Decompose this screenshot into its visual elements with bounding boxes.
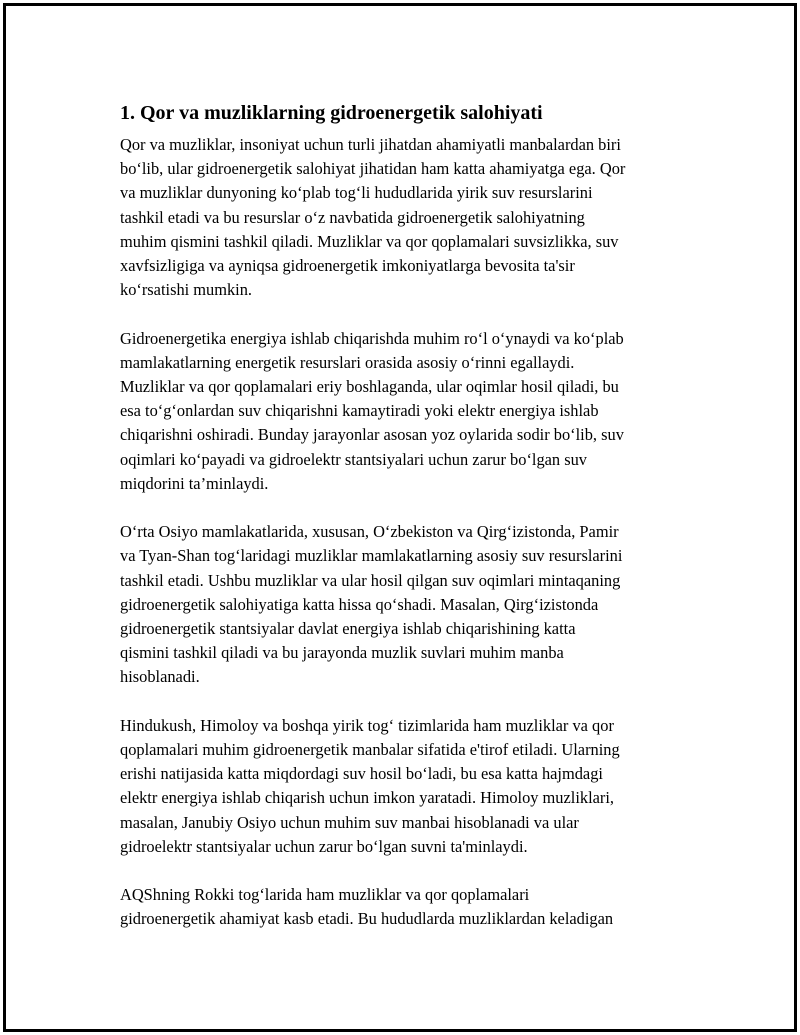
paragraph-line: qismini tashkil qiladi va bu jarayonda muzlik suvlari muhim manba bbox=[120, 643, 564, 663]
paragraph-1 bbox=[120, 133, 692, 302]
paragraph-line: tashkil etadi va bu resurslar o‘z navbatida gidroenergetik salohiyatning bbox=[120, 207, 585, 227]
paragraph-5 bbox=[120, 883, 692, 931]
paragraph-line: ko‘rsatishi mumkin. bbox=[120, 280, 253, 300]
paragraph-line: elektr energiya ishlab chiqarish uchun imkon yaratadi. Himoloy muzliklari, bbox=[120, 788, 615, 808]
paragraph-line: Gidroenergetika energiya ishlab chiqarishda muhim ro‘l o‘ynaydi va ko‘plab bbox=[120, 328, 624, 348]
paragraph-line: gidroenergetik ahamiyat kasb etadi. Bu hududlarda muzliklardan keladigan bbox=[120, 909, 614, 929]
paragraph-line: oqimlari ko‘payadi va gidroelektr stantsiyalari uchun zarur bo‘lgan suv bbox=[120, 449, 587, 469]
paragraph-line: mamlakatlarning energetik resurslari orasida asosiy o‘rinni egallaydi. bbox=[120, 352, 575, 372]
paragraph-line: gidroenergetik salohiyatiga katta hissa qo‘shadi. Masalan, Qirg‘izistonda bbox=[120, 594, 599, 614]
paragraph-line: Muzliklar va qor qoplamalari eriy boshlaganda, ular oqimlar hosil qiladi, bu bbox=[120, 377, 619, 397]
paragraph-line: AQShning Rokki tog‘larida ham muzliklar va qor qoplamalari bbox=[120, 885, 530, 905]
paragraph-line: erishi natijasida katta miqdordagi suv hosil bo‘ladi, bu esa katta hajmdagi bbox=[120, 764, 603, 784]
paragraph-line: hisoblanadi. bbox=[120, 667, 200, 687]
paragraphs-container bbox=[120, 133, 692, 932]
paragraph-line: O‘rta Osiyo mamlakatlarida, xususan, O‘zbekiston va Qirg‘izistonda, Pamir bbox=[120, 522, 619, 542]
paragraph-line: gidroenergetik stantsiyalar davlat energiya ishlab chiqarishining katta bbox=[120, 619, 576, 639]
paragraph-line: bo‘lib, ular gidroenergetik salohiyat jihatidan ham katta ahamiyatga ega. Qor bbox=[120, 159, 626, 179]
paragraph-line: muhim qismini tashkil qiladi. Muzliklar va qor qoplamalari suvsizlikka, suv bbox=[120, 231, 619, 251]
paragraph-line: miqdorini ta’minlaydi. bbox=[120, 473, 269, 493]
paragraph-line: Hindukush, Himoloy va boshqa yirik tog‘ tizimlarida ham muzliklar va qor bbox=[120, 715, 614, 735]
paragraph-4 bbox=[120, 714, 692, 859]
page-frame bbox=[3, 3, 797, 1032]
paragraph-2 bbox=[120, 327, 692, 496]
paragraph-line: gidroelektr stantsiyalar uchun zarur bo‘lgan suvni ta'minlaydi. bbox=[120, 836, 528, 856]
paragraph-line: va muzliklar dunyoning ko‘plab tog‘li hududlarida yirik suv resurslarini bbox=[120, 183, 593, 203]
paragraph-line: Qor va muzliklar, insoniyat uchun turli jihatdan ahamiyatli manbalardan biri bbox=[120, 135, 621, 154]
paragraph-line: chiqarishni oshiradi. Bunday jarayonlar asosan yoz oylarida sodir bo‘lib, suv bbox=[120, 425, 624, 445]
paragraph-line: va Tyan-Shan tog‘laridagi muzliklar mamlakatlarning asosiy suv resurslarini bbox=[120, 546, 623, 566]
paragraph-line: qoplamalari muhim gidroenergetik manbalar sifatida e'tirof etiladi. Ularning bbox=[120, 740, 620, 760]
paragraph-line: xavfsizligiga va ayniqsa gidroenergetik imkoniyatlarga bevosita ta'sir bbox=[120, 256, 575, 276]
paragraph-line: tashkil etadi. Ushbu muzliklar va ular hosil qilgan suv oqimlari mintaqaning bbox=[120, 570, 621, 590]
document-body bbox=[120, 99, 692, 956]
section-heading: 1. Qor va muzliklarning gidroenergetik salohiyati bbox=[120, 102, 543, 124]
paragraph-line: masalan, Janubiy Osiyo uchun muhim suv manbai hisoblanadi va ular bbox=[120, 812, 579, 832]
paragraph-line: esa to‘g‘onlardan suv chiqarishni kamaytiradi yoki elektr energiya ishlab bbox=[120, 401, 599, 421]
paragraph-3 bbox=[120, 520, 692, 689]
